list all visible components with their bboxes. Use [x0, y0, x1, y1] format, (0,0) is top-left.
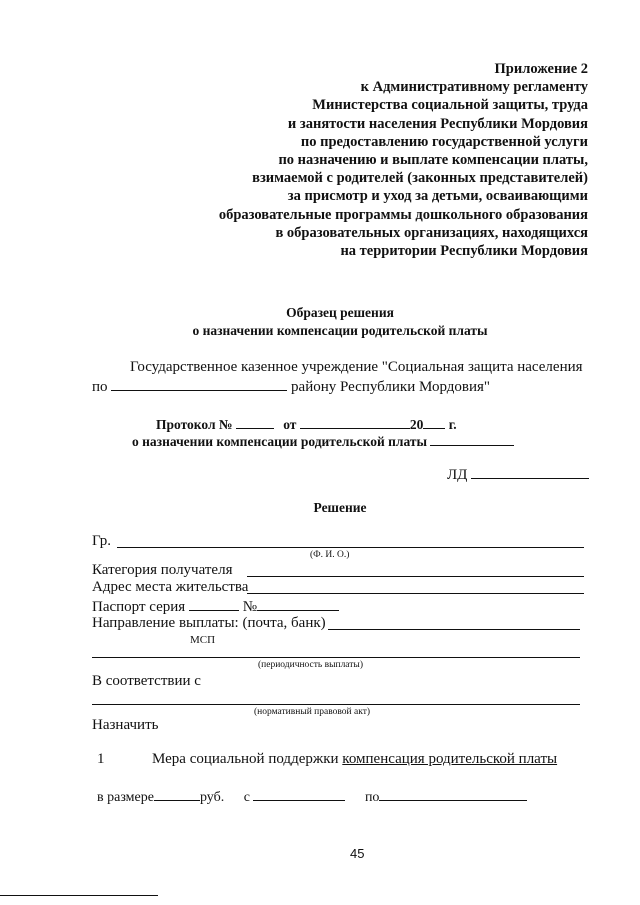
- periodicity-blank[interactable]: [92, 657, 580, 658]
- appendix-header-line: Приложение 2: [494, 61, 588, 77]
- passport-number-blank[interactable]: [257, 597, 339, 611]
- appendix-header-line: на территории Республики Мордовия: [340, 243, 588, 260]
- decision-title: Решение: [313, 500, 367, 515]
- protocol-date-blank[interactable]: [300, 415, 410, 429]
- to-label: по: [364, 790, 380, 805]
- payment-direction-blank[interactable]: [328, 629, 580, 630]
- amount-label: в размере: [97, 790, 154, 805]
- amount-line: [97, 787, 527, 806]
- citizen-name-blank[interactable]: [117, 547, 584, 548]
- category-blank[interactable]: [247, 576, 584, 577]
- appendix-header-line: по предоставлению государственной услуги: [300, 133, 588, 150]
- payment-direction-label: Направление выплаты: (почта, банк): [92, 615, 326, 631]
- institution-prefix: по: [92, 379, 108, 395]
- institution-suffix: району Республики Мордовия": [291, 379, 491, 395]
- category-label: Категория получателя: [92, 562, 233, 578]
- address-blank[interactable]: [247, 593, 584, 594]
- address-label: Адрес места жительства: [92, 579, 249, 595]
- appendix-header-line: и занятости населения Республики Мордовия: [287, 115, 588, 132]
- periodicity-caption: (периодичность выплаты): [258, 660, 363, 670]
- passport-label: Паспорт серия: [92, 599, 186, 615]
- sample-subtitle: о назначении компенсации родительской платы: [192, 323, 488, 338]
- appendix-header-line: Министерства социальной защиты, труда: [312, 97, 588, 114]
- appendix-header-line: к Административному регламенту: [360, 79, 588, 96]
- ld-label: ЛД: [447, 467, 468, 483]
- ld-blank[interactable]: [471, 465, 589, 479]
- amount-blank[interactable]: [154, 787, 200, 801]
- page-number: 45: [350, 846, 365, 861]
- msp-label: МСП: [190, 634, 216, 646]
- measure-value: компенсация родительской платы: [342, 751, 558, 767]
- protocol-from-label: от: [283, 417, 297, 432]
- appendix-header-line: в образовательных организациях, находящихся: [275, 224, 588, 241]
- protocol-year-label: 20: [409, 417, 424, 432]
- institution-line1: Государственное казенное учреждение "Социальная защита населения: [130, 359, 583, 375]
- date-from-blank[interactable]: [253, 787, 345, 801]
- citizen-label: Гр.: [92, 533, 111, 549]
- date-to-blank[interactable]: [379, 787, 527, 801]
- passport-no-label: №: [242, 599, 258, 615]
- appendix-header-line: образовательные программы дошкольного образования: [218, 206, 588, 223]
- measure-line: [152, 751, 557, 768]
- fio-caption: (Ф. И. О.): [310, 550, 350, 560]
- assign-label: Назначить: [92, 717, 159, 733]
- appendix-header-line: по назначению и выплате компенсации платы,: [278, 152, 588, 169]
- footnote-separator: [0, 895, 158, 896]
- passport-series-blank[interactable]: [189, 597, 239, 611]
- institution-line2: [92, 377, 490, 396]
- protocol-year-blank[interactable]: [423, 415, 445, 429]
- protocol-year-suffix: г.: [448, 417, 457, 432]
- district-blank[interactable]: [111, 377, 287, 391]
- measure-label: Мера социальной поддержки: [152, 751, 339, 767]
- protocol-subtitle: о назначении компенсации родительской платы: [132, 434, 428, 449]
- protocol-line: [156, 415, 457, 433]
- accordance-label: В соответствии с: [92, 673, 201, 689]
- protocol-label: Протокол №: [156, 417, 233, 432]
- sample-title: Образец решения: [286, 305, 394, 320]
- protocol-number-blank[interactable]: [236, 415, 274, 429]
- passport-line: [92, 597, 339, 616]
- from-label: с: [243, 790, 250, 805]
- protocol-subtitle-line: [132, 432, 514, 450]
- normative-caption: (нормативный правовой акт): [254, 707, 371, 717]
- protocol-subtitle-blank[interactable]: [430, 432, 514, 446]
- item-number: 1: [97, 751, 105, 767]
- ld-line: [447, 465, 589, 484]
- normative-act-blank[interactable]: [92, 704, 580, 705]
- rub-label: руб.: [199, 790, 225, 805]
- appendix-header-line: взимаемой с родителей (законных представителей): [252, 170, 588, 187]
- appendix-header-line: за присмотр и уход за детьми, осваивающими: [287, 188, 588, 205]
- appendix-header: [158, 60, 588, 260]
